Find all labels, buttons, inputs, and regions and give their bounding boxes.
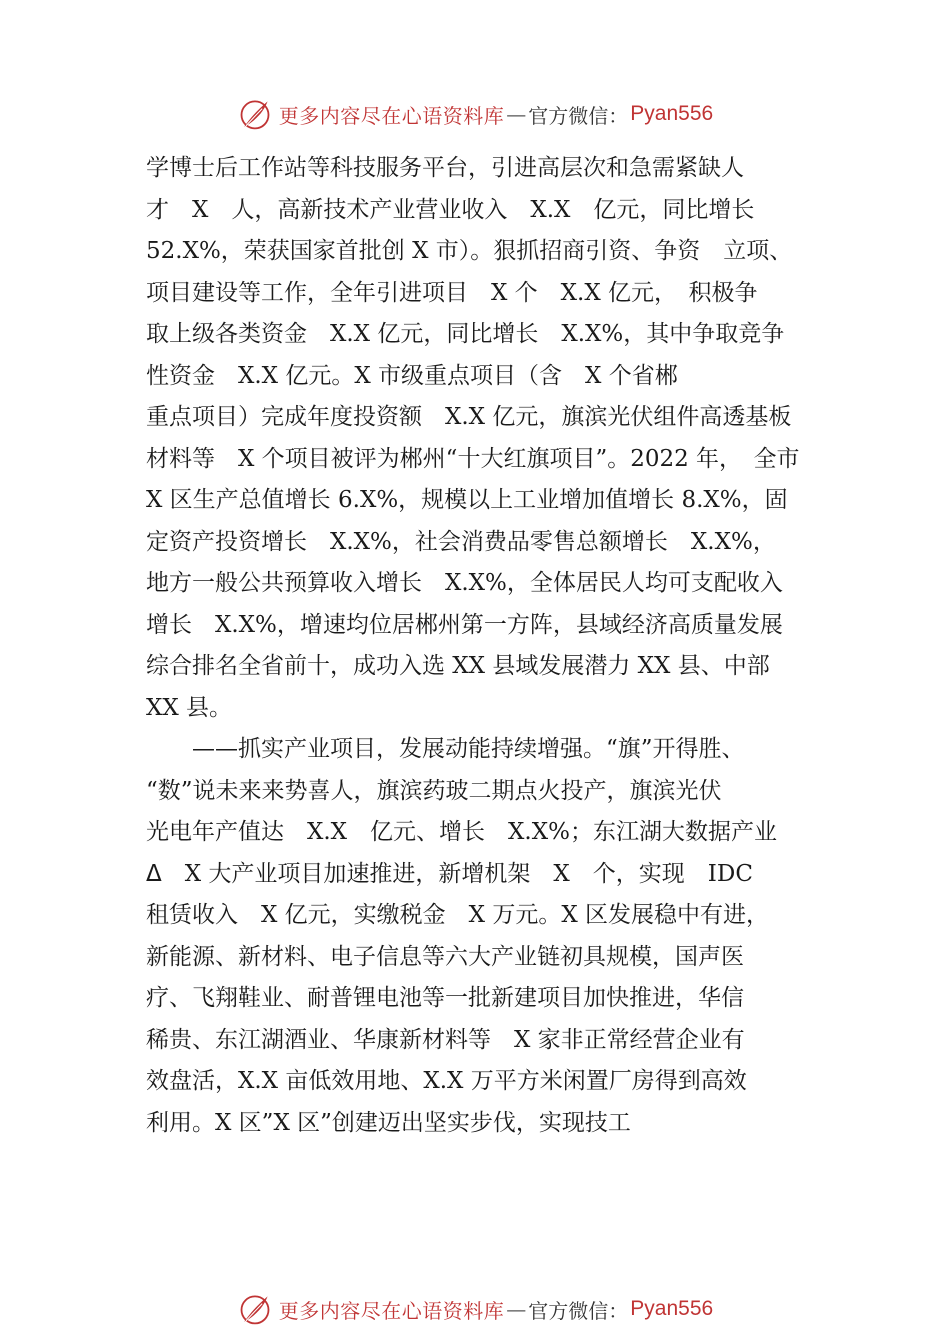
site-name: 更多内容尽在心语资料库 <box>278 103 505 128</box>
text-line: 项目建设等工作，全年引进项目 X 个 X.X 亿元， 积极争 <box>146 279 758 306</box>
wechat-id: Pyan556 <box>630 102 714 125</box>
banner-dash: — <box>506 102 527 126</box>
text-line: 利用。X 区”X 区”创建迈出坚实步伐，实现技工 <box>146 1109 631 1136</box>
wechat-id: Pyan556 <box>630 1297 714 1320</box>
text-line: XX 县。 <box>146 694 233 721</box>
text-line: 租赁收入 X 亿元，实缴税金 X 万元。X 区发展稳中有进， <box>146 902 770 928</box>
header-banner <box>0 94 950 134</box>
text-line: 性资金 X.X 亿元。X 市级重点项目（含 X 个省郴 <box>146 362 678 389</box>
text-line: 效盘活，X.X 亩低效用地、X.X 万平方米闲置厂房得到高效 <box>146 1068 747 1094</box>
quill-logo-icon <box>237 1291 273 1327</box>
text-line: “数”说未来来势喜人，旗滨药玻二期点火投产，旗滨光伏 <box>146 777 722 804</box>
text-line: 52.X%，荣获国家首批创 X 市）。狠抓招商引资、争资 立项、 <box>146 238 793 264</box>
footer-banner <box>0 1289 950 1329</box>
text-line: 材料等 X 个项目被评为郴州“十大红旗项目”。2022 年， 全市 <box>146 445 800 472</box>
text-line: ᐃ X 大产业项目加速推进，新增机架 X 个，实现 IDC <box>146 860 753 887</box>
text-line: 才 X 人，高新技术产业营业收入 X.X 亿元，同比增长 <box>146 196 755 223</box>
text-line: 定资产投资增长 X.X%，社会消费品零售总额增长 X.X%， <box>146 528 776 555</box>
body-text <box>146 148 836 1144</box>
text-line: 增长 X.X%，增速均位居郴州第一方阵，县域经济高质量发展 <box>146 611 783 638</box>
wechat-label: 官方微信： <box>528 103 629 128</box>
text-line: X 区生产总值增长 6.X%，规模以上工业增加值增长 8.X%，固 <box>146 487 788 513</box>
site-name: 更多内容尽在心语资料库 <box>278 1298 505 1323</box>
text-line: 稀贵、东江湖酒业、华康新材料等 X 家非正常经营企业有 <box>146 1026 745 1053</box>
wechat-label: 官方微信： <box>528 1298 629 1323</box>
text-line: 新能源、新材料、电子信息等六大产业链初具规模，国声医 <box>146 943 744 970</box>
banner-dash: — <box>506 1297 527 1321</box>
text-line: 取上级各类资金 X.X 亿元，同比增长 X.X%，其中争取竞争 <box>146 321 785 347</box>
text-line: 重点项目）完成年度投资额 X.X 亿元，旗滨光伏组件高透基板 <box>146 404 792 430</box>
text-line: 学博士后工作站等科技服务平台，引进高层次和急需紧缺人 <box>146 155 744 181</box>
text-line: 疗、飞翔鞋业、耐普锂电池等一批新建项目加快推进，华信 <box>146 985 744 1011</box>
text-line: 地方一般公共预算收入增长 X.X%，全体居民人均可支配收入 <box>146 570 783 596</box>
paragraph-start-line: ——抓实产业项目，发展动能持续增强。“旗”开得胜、 <box>192 736 745 762</box>
text-line: 综合排名全省前十，成功入选 XX 县域发展潜力 XX 县、中部 <box>146 653 770 679</box>
text-line: 光电年产值达 X.X 亿元、增长 X.X%；东江湖大数据产业 <box>146 819 777 845</box>
quill-logo-icon <box>237 96 273 132</box>
